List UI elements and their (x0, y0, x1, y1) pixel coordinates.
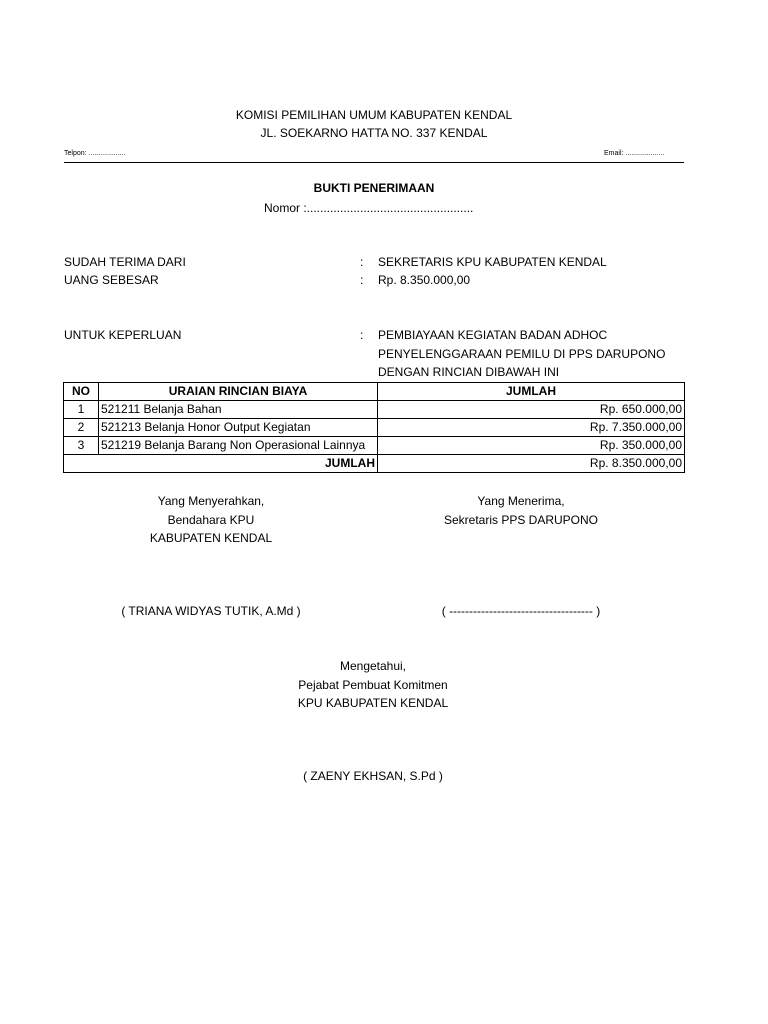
signature-left-name: ( TRIANA WIDYAS TUTIK, A.Md ) (121, 604, 301, 618)
row-jumlah: Rp. 650.000,00 (378, 401, 685, 419)
signature-left-line: Bendahara KPU (167, 513, 255, 527)
signature-right-name: ( ------------------------------------ ) (441, 604, 601, 618)
field-value-purpose-line: PEMBIAYAAN KEGIATAN BADAN ADHOC (378, 328, 608, 342)
document-title: BUKTI PENERIMAAN (313, 181, 435, 195)
row-uraian: 521211 Belanja Bahan (99, 401, 378, 419)
row-uraian: 521219 Belanja Barang Non Operasional Lainnya (99, 437, 378, 455)
table-row (64, 437, 685, 455)
field-label-purpose: UNTUK KEPERLUAN (64, 328, 182, 342)
table-row (64, 401, 685, 419)
signature-right-line: Yang Menerima, (477, 494, 565, 508)
total-value: Rp. 8.350.000,00 (378, 455, 685, 473)
row-jumlah: Rp. 350.000,00 (378, 437, 685, 455)
field-sep: : (360, 255, 364, 269)
row-jumlah: Rp. 7.350.000,00 (378, 419, 685, 437)
document-number: Nomor :.................................................. (264, 201, 474, 215)
column-header-jumlah: JUMLAH (378, 383, 685, 401)
signature-right-line: Sekretaris PPS DARUPONO (443, 513, 599, 527)
field-label-amount: UANG SEBESAR (64, 273, 159, 287)
field-value-from: SEKRETARIS KPU KABUPATEN KENDAL (378, 255, 607, 269)
row-no: 3 (64, 437, 99, 455)
field-label-from: SUDAH TERIMA DARI (64, 255, 186, 269)
table-total-row (64, 455, 685, 473)
column-header-uraian: URAIAN RINCIAN BIAYA (99, 383, 378, 401)
row-no: 2 (64, 419, 99, 437)
field-value-purpose-line: PENYELENGGARAAN PEMILU DI PPS DARUPONO (378, 347, 666, 361)
field-sep: : (360, 273, 364, 287)
signature-bottom-line: KPU KABUPATEN KENDAL (297, 696, 449, 710)
signature-bottom-name: ( ZAENY EKHSAN, S.Pd ) (303, 769, 443, 783)
institution-name: KOMISI PEMILIHAN UMUM KABUPATEN KENDAL (235, 108, 513, 122)
header-divider (64, 162, 684, 163)
field-value-amount: Rp. 8.350.000,00 (378, 273, 471, 287)
table-row (64, 419, 685, 437)
institution-address: JL. SOEKARNO HATTA NO. 337 KENDAL (260, 126, 488, 140)
table-header-row (64, 383, 685, 401)
email-field: Email: .................... (604, 150, 665, 157)
signature-left-line: Yang Menyerahkan, (157, 494, 265, 508)
total-label: JUMLAH (64, 455, 378, 473)
cost-breakdown-table (63, 382, 685, 473)
row-no: 1 (64, 401, 99, 419)
row-uraian: 521213 Belanja Honor Output Kegiatan (99, 419, 378, 437)
signature-bottom-line: Pejabat Pembuat Komitmen (298, 678, 448, 692)
telpon-field: Telpon: ................... (64, 150, 126, 157)
field-value-purpose-line: DENGAN RINCIAN DIBAWAH INI (378, 365, 560, 379)
field-sep: : (360, 328, 364, 342)
column-header-no: NO (64, 383, 99, 401)
signature-left-line: KABUPATEN KENDAL (149, 531, 273, 545)
signature-bottom-line: Mengetahui, (339, 659, 407, 673)
